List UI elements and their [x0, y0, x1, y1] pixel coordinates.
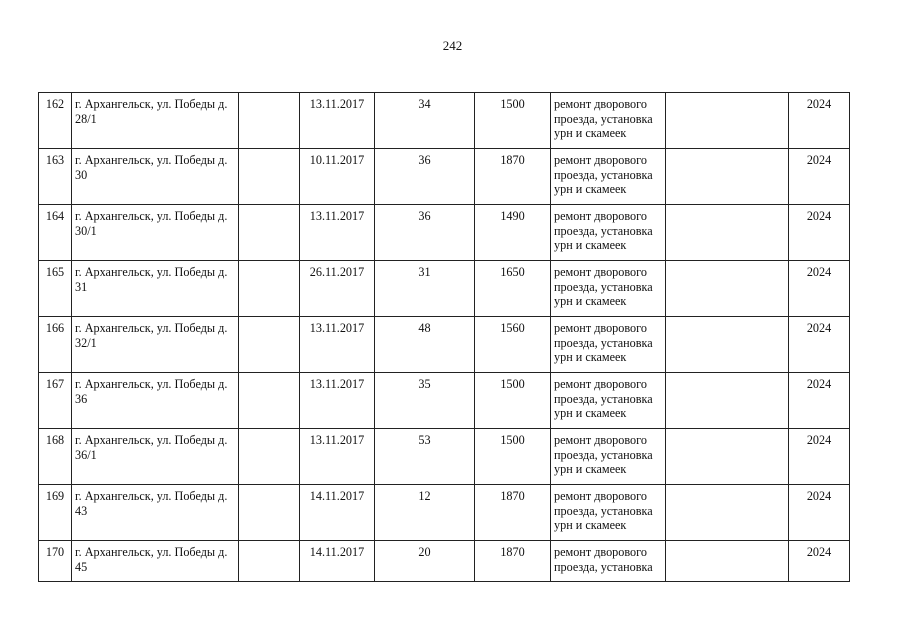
date-cell: 26.11.2017	[300, 261, 375, 317]
empty-cell	[239, 429, 300, 485]
date-cell: 14.11.2017	[300, 541, 375, 582]
empty-cell	[239, 373, 300, 429]
page-number: 242	[442, 38, 463, 53]
work-cell: ремонт дворового проезда, установка урн и скамеек	[551, 485, 666, 541]
quantity-cell: 31	[375, 261, 475, 317]
area-cell: 1650	[475, 261, 551, 317]
year-cell: 2024	[789, 317, 850, 373]
table-row	[39, 93, 850, 149]
area-cell: 1500	[475, 429, 551, 485]
empty-cell	[239, 317, 300, 373]
row-number: 164	[39, 205, 72, 261]
area-cell: 1490	[475, 205, 551, 261]
empty-cell	[666, 429, 789, 485]
work-cell: ремонт дворового проезда, установка урн и скамеек	[551, 261, 666, 317]
table-row	[39, 317, 850, 373]
registry-body	[39, 93, 850, 582]
quantity-cell: 36	[375, 149, 475, 205]
empty-cell	[666, 205, 789, 261]
area-cell: 1500	[475, 93, 551, 149]
area-cell: 1500	[475, 373, 551, 429]
empty-cell	[666, 485, 789, 541]
empty-cell	[239, 205, 300, 261]
row-number: 168	[39, 429, 72, 485]
empty-cell	[666, 149, 789, 205]
date-cell: 13.11.2017	[300, 373, 375, 429]
address-cell: г. Архангельск, ул. Победы д. 36	[72, 373, 239, 429]
work-cell: ремонт дворового проезда, установка урн и скамеек	[551, 317, 666, 373]
row-number: 170	[39, 541, 72, 582]
registry-table	[38, 92, 850, 582]
quantity-cell: 48	[375, 317, 475, 373]
empty-cell	[239, 149, 300, 205]
work-cell: ремонт дворового проезда, установка	[551, 541, 666, 582]
empty-cell	[239, 261, 300, 317]
empty-cell	[666, 541, 789, 582]
row-number: 165	[39, 261, 72, 317]
empty-cell	[239, 93, 300, 149]
year-cell: 2024	[789, 149, 850, 205]
date-cell: 10.11.2017	[300, 149, 375, 205]
empty-cell	[239, 541, 300, 582]
empty-cell	[666, 93, 789, 149]
table-row	[39, 373, 850, 429]
year-cell: 2024	[789, 373, 850, 429]
date-cell: 13.11.2017	[300, 93, 375, 149]
address-cell: г. Архангельск, ул. Победы д. 28/1	[72, 93, 239, 149]
address-cell: г. Архангельск, ул. Победы д. 45	[72, 541, 239, 582]
address-cell: г. Архангельск, ул. Победы д. 31	[72, 261, 239, 317]
empty-cell	[239, 485, 300, 541]
empty-cell	[666, 261, 789, 317]
work-cell: ремонт дворового проезда, установка урн и скамеек	[551, 149, 666, 205]
address-cell: г. Архангельск, ул. Победы д. 36/1	[72, 429, 239, 485]
work-cell: ремонт дворового проезда, установка урн и скамеек	[551, 429, 666, 485]
quantity-cell: 12	[375, 485, 475, 541]
quantity-cell: 20	[375, 541, 475, 582]
area-cell: 1560	[475, 317, 551, 373]
table-row	[39, 149, 850, 205]
table-row	[39, 541, 850, 582]
row-number: 169	[39, 485, 72, 541]
work-cell: ремонт дворового проезда, установка урн и скамеек	[551, 373, 666, 429]
area-cell: 1870	[475, 541, 551, 582]
area-cell: 1870	[475, 485, 551, 541]
quantity-cell: 35	[375, 373, 475, 429]
quantity-cell: 53	[375, 429, 475, 485]
address-cell: г. Архангельск, ул. Победы д. 43	[72, 485, 239, 541]
empty-cell	[666, 373, 789, 429]
table-row	[39, 485, 850, 541]
row-number: 162	[39, 93, 72, 149]
address-cell: г. Архангельск, ул. Победы д. 30/1	[72, 205, 239, 261]
table-row	[39, 429, 850, 485]
quantity-cell: 36	[375, 205, 475, 261]
year-cell: 2024	[789, 261, 850, 317]
year-cell: 2024	[789, 93, 850, 149]
year-cell: 2024	[789, 485, 850, 541]
table-row	[39, 261, 850, 317]
row-number: 163	[39, 149, 72, 205]
work-cell: ремонт дворового проезда, установка урн и скамеек	[551, 93, 666, 149]
work-cell: ремонт дворового проезда, установка урн и скамеек	[551, 205, 666, 261]
area-cell: 1870	[475, 149, 551, 205]
year-cell: 2024	[789, 205, 850, 261]
year-cell: 2024	[789, 429, 850, 485]
date-cell: 14.11.2017	[300, 485, 375, 541]
date-cell: 13.11.2017	[300, 429, 375, 485]
address-cell: г. Архангельск, ул. Победы д. 30	[72, 149, 239, 205]
date-cell: 13.11.2017	[300, 317, 375, 373]
row-number: 167	[39, 373, 72, 429]
table-row	[39, 205, 850, 261]
year-cell: 2024	[789, 541, 850, 582]
date-cell: 13.11.2017	[300, 205, 375, 261]
address-cell: г. Архангельск, ул. Победы д. 32/1	[72, 317, 239, 373]
row-number: 166	[39, 317, 72, 373]
empty-cell	[666, 317, 789, 373]
quantity-cell: 34	[375, 93, 475, 149]
